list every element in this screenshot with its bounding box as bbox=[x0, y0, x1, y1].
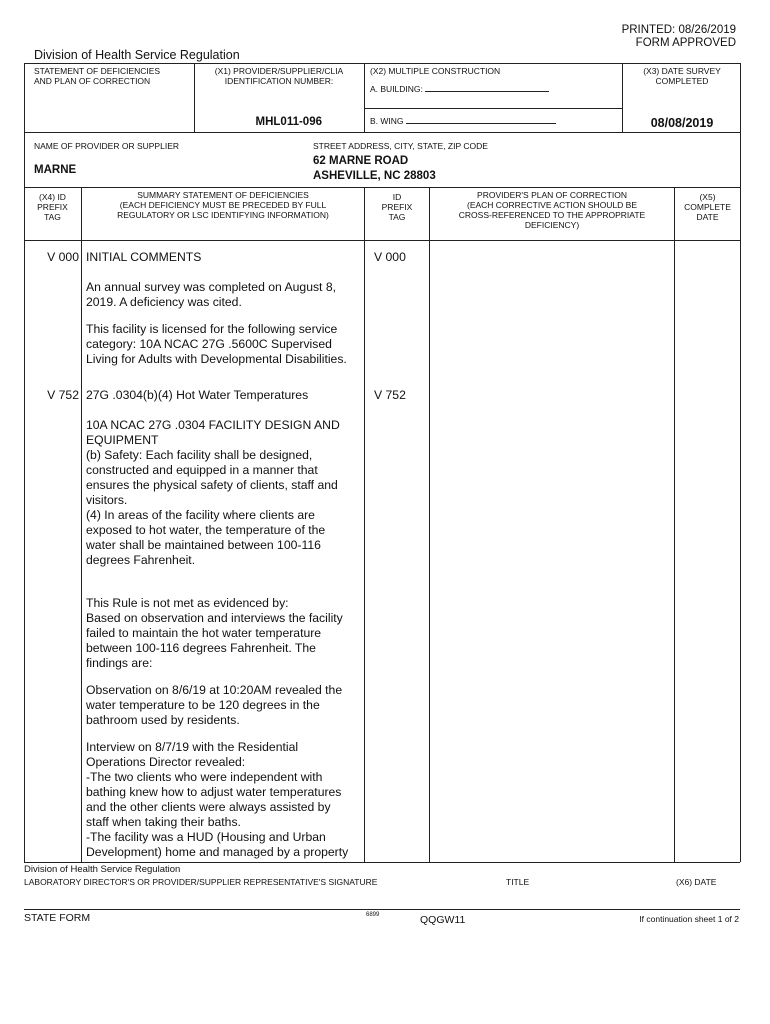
entry-paragraph: Observation on 8/6/19 at 10:20AM revealed the water temperature to be 120 degrees in the bathroom used by residents. bbox=[86, 683, 343, 727]
survey-completed-date: 08/08/2019 bbox=[650, 116, 714, 130]
building-label: A. BUILDING: bbox=[370, 84, 423, 94]
col-id-prefix: ID PREFIX TAG bbox=[381, 192, 413, 222]
entry-paragraph: Interview on 8/7/19 with the Residential Operations Director revealed: -The two clients who were independent with bathing knew how to adjust water temperatures and the other clients were always assisted by staff when taking their baths. -The facility was a HUD (Housing and Urban Development) home and managed by a property bbox=[86, 740, 349, 859]
deficiency-entry bbox=[86, 250, 362, 379]
continuation-sheet: If continuation sheet 1 of 2 bbox=[639, 914, 739, 924]
entry-paragraph: This Rule is not met as evidenced by: Based on observation and interviews the facility failed to maintain the hot water temperature between 100-116 degrees Fahrenheit. The findings are: bbox=[86, 596, 343, 670]
building-input-line bbox=[425, 82, 549, 92]
entry-heading: INITIAL COMMENTS bbox=[86, 250, 202, 264]
col-x5: (X5) COMPLETE DATE bbox=[684, 192, 731, 222]
col-plan: PROVIDER'S PLAN OF CORRECTION (EACH CORRECTIVE ACTION SHOULD BE CROSS-REFERENCED TO THE APPROPRIATE DEFICIENCY) bbox=[458, 190, 646, 230]
provider-id: MHL011-096 bbox=[255, 116, 322, 128]
x6-date-label: (X6) DATE bbox=[676, 877, 717, 887]
wing-field bbox=[370, 114, 556, 126]
entry-id-tag: V 000 bbox=[374, 250, 406, 264]
event-id: QQGW11 bbox=[420, 914, 466, 926]
address-label: STREET ADDRESS, CITY, STATE, ZIP CODE bbox=[313, 141, 488, 151]
entry-heading: 27G .0304(b)(4) Hot Water Temperatures bbox=[86, 388, 309, 402]
building-field bbox=[370, 82, 549, 94]
col-summary: SUMMARY STATEMENT OF DEFICIENCIES (EACH DEFICIENCY MUST BE PRECEDED BY FULL REGULATORY OR LSC IDENTIFYING INFORMATION) bbox=[117, 190, 329, 220]
provider-name-label: NAME OF PROVIDER OR SUPPLIER bbox=[34, 141, 179, 151]
address-line1: 62 MARNE ROAD bbox=[313, 155, 409, 167]
x2-label: (X2) MULTIPLE CONSTRUCTION bbox=[370, 66, 501, 76]
form-approved: FORM APPROVED bbox=[635, 37, 736, 49]
entry-tag: V 000 bbox=[47, 250, 79, 264]
title-label: TITLE bbox=[506, 877, 530, 887]
entry-paragraph: This facility is licensed for the following service category: 10A NCAC 27G .5600C Supervised Living for Adults with Developmental Disabilities. bbox=[86, 322, 347, 366]
signature-label: LABORATORY DIRECTOR'S OR PROVIDER/SUPPLIER REPRESENTATIVE'S SIGNATURE bbox=[24, 877, 378, 887]
col-x4-id: (X4) ID PREFIX TAG bbox=[37, 192, 68, 222]
footer-division: Division of Health Service Regulation bbox=[24, 864, 181, 875]
state-form-label: STATE FORM bbox=[24, 912, 91, 924]
form-number: 6899 bbox=[366, 912, 380, 918]
deficiency-entry bbox=[86, 388, 362, 872]
division-title: Division of Health Service Regulation bbox=[34, 48, 240, 62]
x1-label: (X1) PROVIDER/SUPPLIER/CLIA IDENTIFICATION NUMBER: bbox=[214, 66, 344, 86]
entry-tag: V 752 bbox=[47, 388, 79, 402]
printed-date: PRINTED: 08/26/2019 bbox=[621, 24, 736, 36]
address-line2: ASHEVILLE, NC 28803 bbox=[313, 170, 436, 182]
entry-paragraph: An annual survey was completed on August 8, 2019. A deficiency was cited. bbox=[86, 280, 336, 309]
entry-paragraph: 10A NCAC 27G .0304 FACILITY DESIGN AND EQUIPMENT (b) Safety: Each facility shall be designed, constructed and equipped in a manner that ensures the physical safety of clients, staff and visitors. (4) In areas of the facility where clients are exposed to hot water, the temperature of the water shall be maintained between 100-116 degrees Fahrenheit. bbox=[86, 418, 340, 567]
wing-input-line bbox=[406, 114, 556, 124]
x3-label: (X3) DATE SURVEY COMPLETED bbox=[643, 66, 721, 86]
wing-label: B. WING bbox=[370, 116, 404, 126]
entry-id-tag: V 752 bbox=[374, 388, 406, 402]
statement-label: STATEMENT OF DEFICIENCIES AND PLAN OF CORRECTION bbox=[34, 66, 161, 86]
provider-name: MARNE bbox=[34, 164, 77, 176]
